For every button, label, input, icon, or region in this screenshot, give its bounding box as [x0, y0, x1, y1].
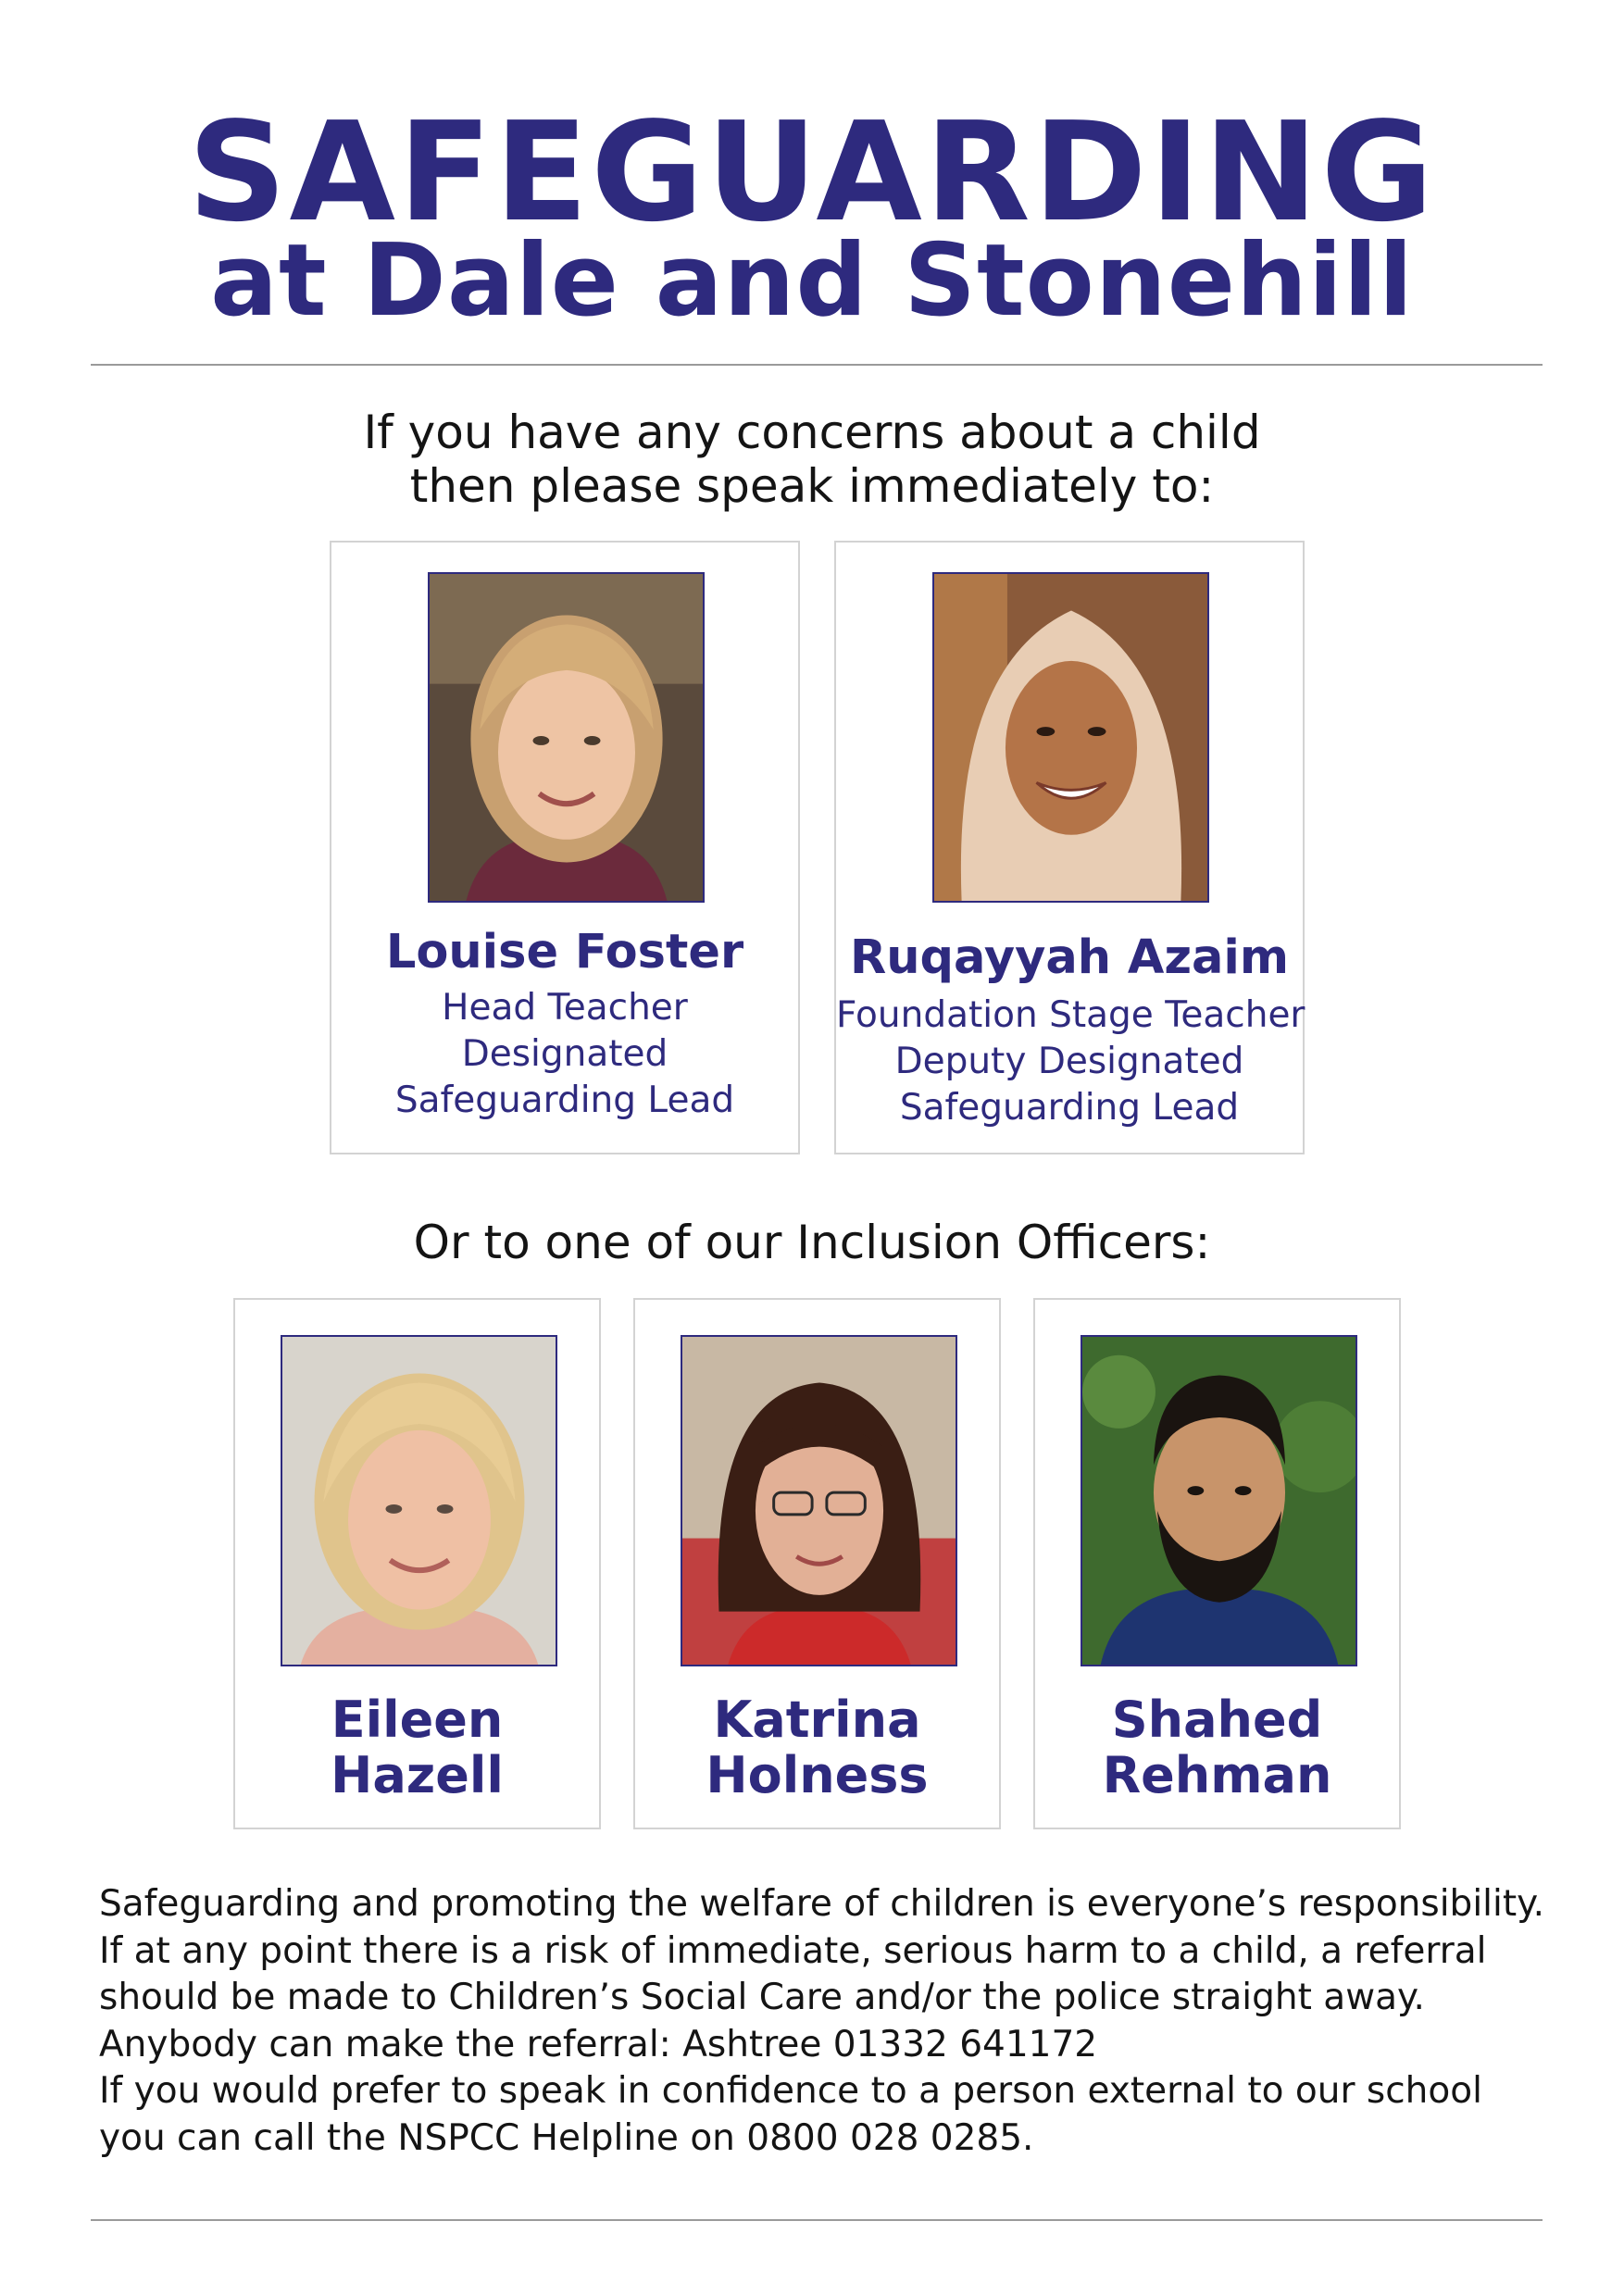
lead-card-ruqayyah-azaim	[834, 541, 1305, 1154]
lead-name: Louise Foster	[385, 925, 744, 980]
divider-top	[91, 364, 1543, 366]
role-line: Deputy Designated	[894, 1041, 1244, 1082]
notice-line: If you would prefer to speak in confidence to a person external to our school	[99, 2070, 1482, 2112]
role-line: Head Teacher	[442, 987, 688, 1029]
notice-line: you can call the NSPCC Helpline on 0800 028 0285.	[99, 2116, 1034, 2159]
officer-card-shahed-rehman	[1033, 1298, 1401, 1829]
lead-role	[836, 992, 1303, 1131]
role-line: Safeguarding Lead	[899, 1087, 1240, 1129]
notice-line: Anybody can make the referral: Ashtree 01332 641172	[99, 2023, 1098, 2065]
divider-bottom	[91, 2219, 1543, 2221]
page-title: SAFEGUARDING	[187, 93, 1437, 252]
officer-name	[1035, 1692, 1399, 1803]
officer-last-name: Holness	[706, 1746, 929, 1804]
lead-card-louise-foster	[330, 541, 800, 1154]
officer-first-name: Eileen	[331, 1691, 504, 1749]
safeguarding-notice	[99, 1881, 1543, 2162]
portrait-photo-louise-foster	[428, 572, 705, 903]
role-line: Designated	[461, 1033, 668, 1075]
officer-card-eileen-hazell	[233, 1298, 601, 1829]
lead-role	[331, 985, 798, 1124]
officer-last-name: Rehman	[1102, 1746, 1332, 1804]
lead-name: Ruqayyah Azaim	[849, 930, 1290, 985]
officer-name	[635, 1692, 999, 1803]
notice-line: If at any point there is a risk of immediate, serious harm to a child, a referral	[99, 1929, 1487, 1972]
officer-first-name: Shahed	[1111, 1691, 1323, 1749]
portrait-photo-katrina-holness	[681, 1335, 957, 1666]
notice-line: Safeguarding and promoting the welfare of children is everyone’s responsibility.	[99, 1883, 1545, 1925]
intro-line-2: then please speak immediately to:	[409, 459, 1215, 513]
officers-heading: Or to one of our Inclusion Officers:	[413, 1216, 1211, 1269]
page-subtitle: at Dale and Stonehill	[210, 223, 1414, 339]
intro-text	[0, 406, 1624, 513]
officer-card-katrina-holness	[633, 1298, 1001, 1829]
intro-line-1: If you have any concerns about a child	[363, 406, 1261, 459]
portrait-photo-ruqayyah-azaim	[932, 572, 1209, 903]
role-line: Safeguarding Lead	[394, 1079, 735, 1121]
officer-name	[235, 1692, 599, 1803]
portrait-photo-shahed-rehman	[1081, 1335, 1357, 1666]
officer-last-name: Hazell	[331, 1746, 504, 1804]
role-line: Foundation Stage Teacher	[836, 994, 1305, 1036]
officer-first-name: Katrina	[713, 1691, 921, 1749]
portrait-photo-eileen-hazell	[281, 1335, 557, 1666]
notice-line: should be made to Children’s Social Care and/or the police straight away.	[99, 1977, 1425, 2018]
